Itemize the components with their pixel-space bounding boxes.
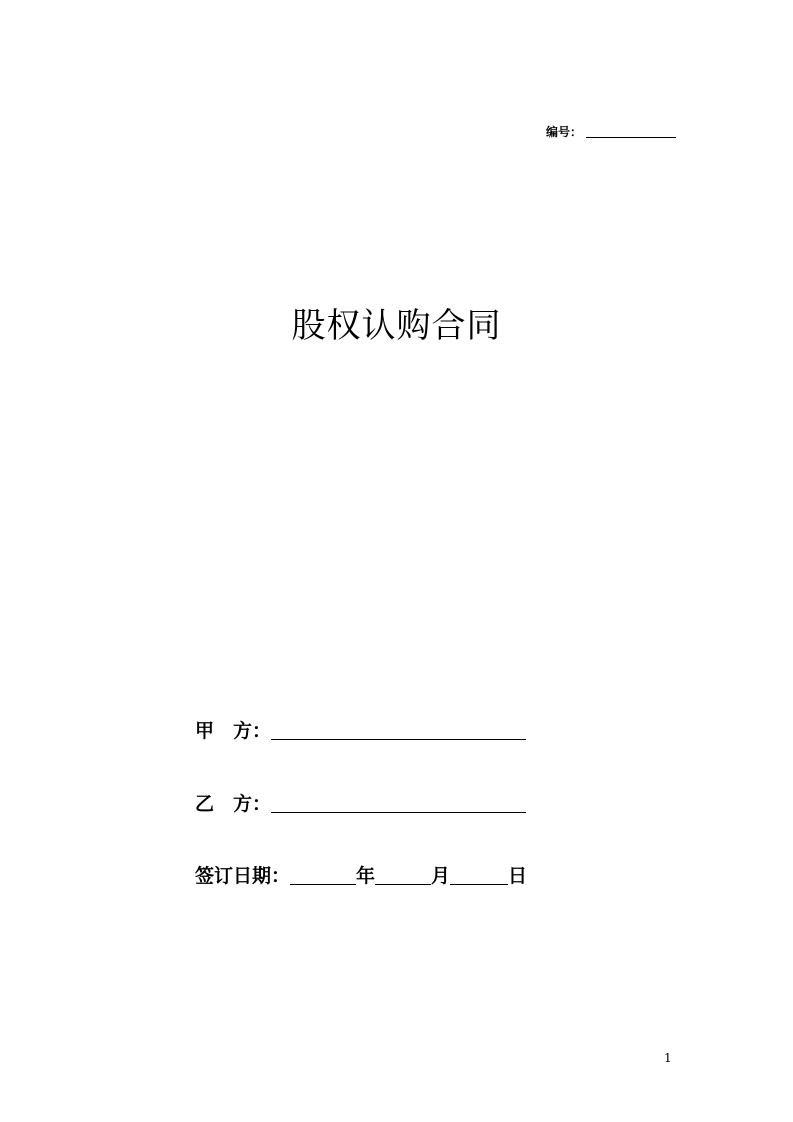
month-label: 月 [431,865,451,887]
day-label: 日 [508,865,528,887]
document-number-label: 编号： [546,125,583,139]
page-number: 1 [664,1051,672,1065]
party-b-label: 乙 方： [195,793,272,815]
party-a-field [195,719,526,743]
party-a-label: 甲 方： [195,720,272,742]
month-blank[interactable] [375,864,431,885]
document-number-blank[interactable] [586,123,676,138]
year-blank[interactable] [290,864,356,885]
party-b-blank[interactable] [271,792,526,813]
year-label: 年 [356,865,376,887]
signing-date-field [195,864,527,888]
party-a-blank[interactable] [271,719,526,740]
document-number [546,120,676,140]
day-blank[interactable] [450,864,508,885]
signing-date-label: 签订日期： [195,865,291,887]
document-title: 股权认购合同 [291,306,502,346]
party-b-field [195,792,526,816]
